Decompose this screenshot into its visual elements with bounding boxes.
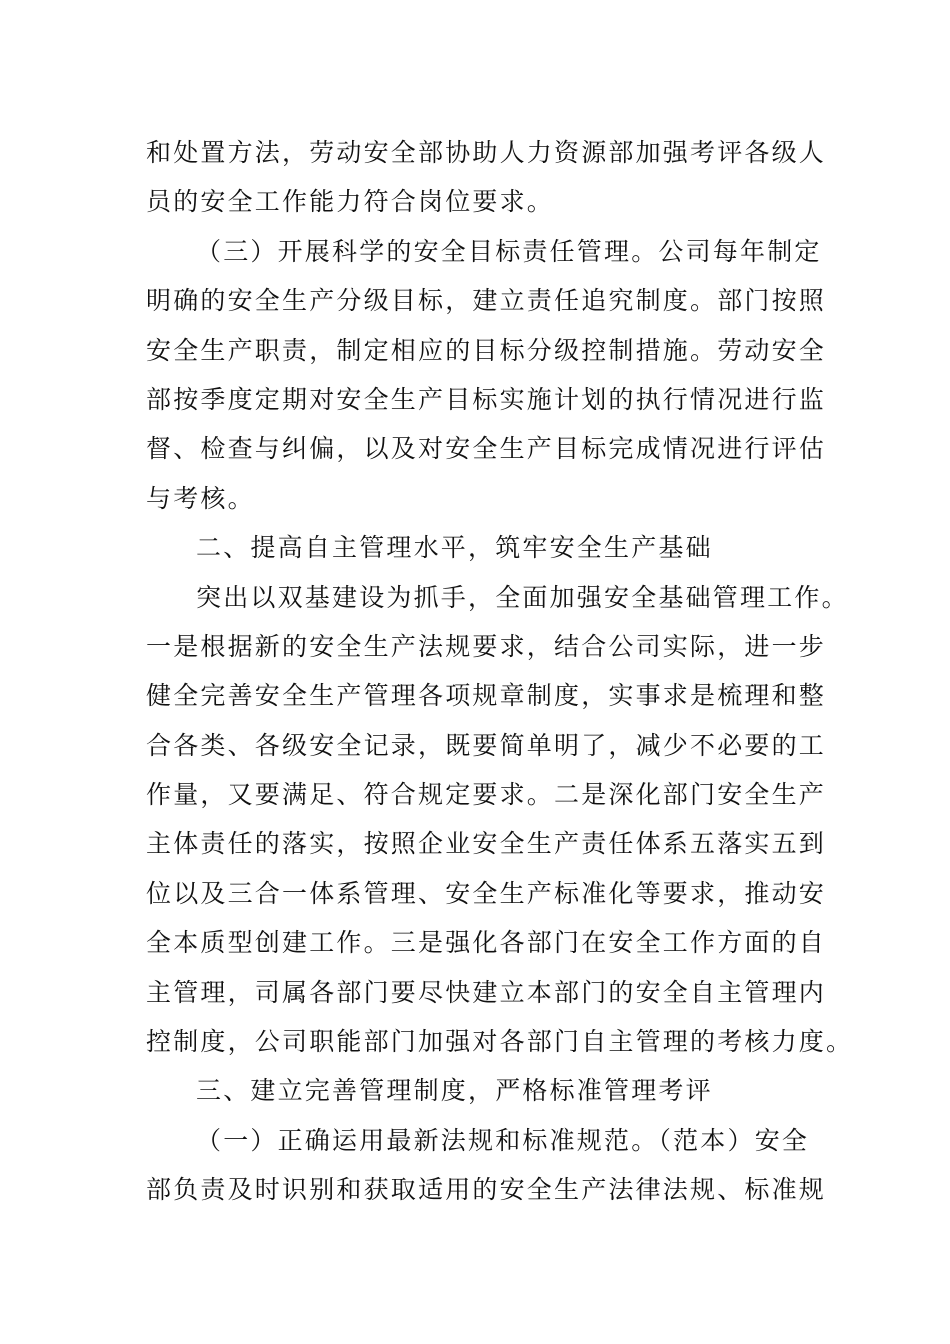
text-line: 和处置方法，劳动安全部协助人力资源部加强考评各级人 <box>146 138 827 167</box>
text-line: 督、检查与纠偏，以及对安全生产目标完成情况进行评估 <box>146 434 827 464</box>
text-line: 控制度，公司职能部门加强对各部门自主管理的考核力度。 <box>146 1027 854 1057</box>
text-line: 健全完善安全生产管理各项规章制度，实事求是梳理和整 <box>146 681 827 711</box>
paragraph-start: 突出以双基建设为抓手，全面加强安全基础管理工作。 <box>196 582 849 612</box>
section-heading: （一）正确运用最新法规和标准规范。（范本）安全 <box>196 1125 810 1155</box>
text-line: 位以及三合一体系管理、安全生产标准化等要求，推动安 <box>146 878 827 908</box>
section-heading: 二、提高自主管理水平，筑牢安全生产基础 <box>196 533 713 563</box>
text-line: 部负责及时识别和获取适用的安全生产法律法规、标准规 <box>146 1175 827 1205</box>
section-heading: （三）开展科学的安全目标责任管理。公司每年制定 <box>196 236 822 266</box>
text-line: 部按季度定期对安全生产目标实施计划的执行情况进行监 <box>146 384 827 414</box>
text-line: 明确的安全生产分级目标，建立责任追究制度。部门按照 <box>146 286 827 316</box>
text-line: 合各类、各级安全记录，既要简单明了，减少不必要的工 <box>146 730 827 760</box>
text-line: 作量，又要满足、符合规定要求。二是深化部门安全生产 <box>146 780 827 810</box>
text-line: 主管理，司属各部门要尽快建立本部门的安全自主管理内 <box>146 977 827 1007</box>
section-heading: 三、建立完善管理制度，严格标准管理考评 <box>196 1076 713 1106</box>
text-line: 与考核。 <box>146 483 255 513</box>
document-body <box>146 128 854 1215</box>
text-line: 员的安全工作能力符合岗位要求。 <box>146 187 555 217</box>
text-line: 安全生产职责，制定相应的目标分级控制措施。劳动安全 <box>146 335 827 365</box>
text-line: 全本质型创建工作。三是强化各部门在安全工作方面的自 <box>146 928 827 958</box>
text-line: 主体责任的落实，按照企业安全生产责任体系五落实五到 <box>146 829 827 859</box>
text-line: 一是根据新的安全生产法规要求，结合公司实际，进一步 <box>146 631 827 661</box>
